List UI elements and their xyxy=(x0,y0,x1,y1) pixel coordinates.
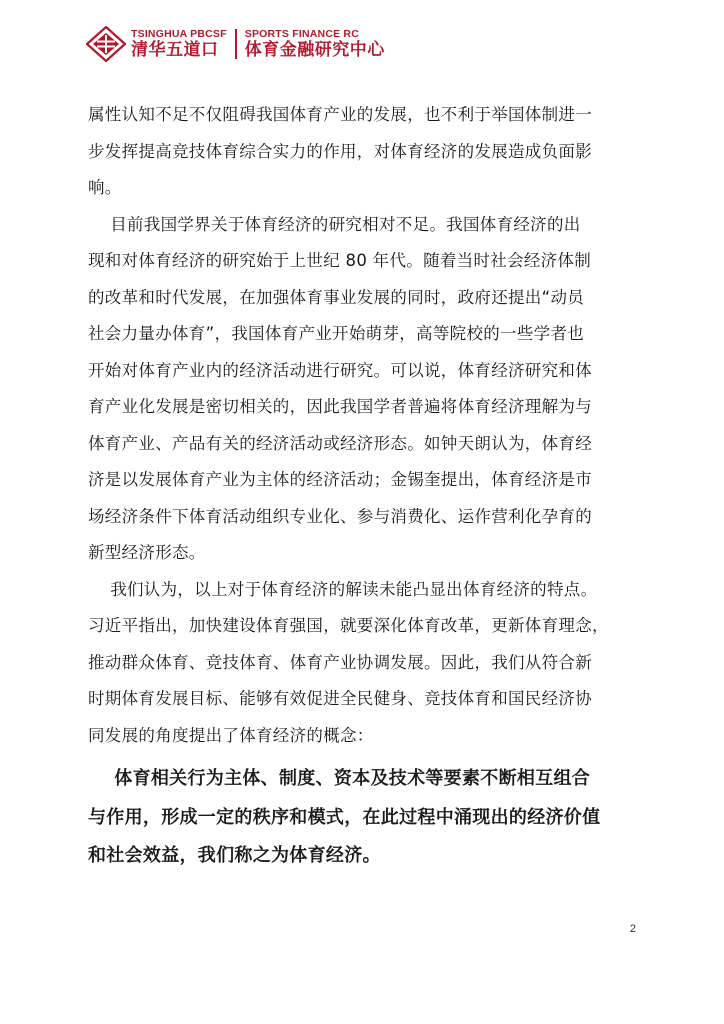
body-paragraph: 属性认知不足不仅阻碍我国体育产业的发展，也不利于举国体制进一 步发挥提高竞技体育综合实力的作用，对体育经济的发展造成负面影 响。 xyxy=(88,105,592,197)
definition-paragraph: 体育相关行为主体、制度、资本及技术等要素不断相互组合 与作用，形成一定的秩序和模式，在此过程中涌现出的经济价值 和社会效益，我们称之为体育经济。 xyxy=(88,768,601,866)
body-paragraph: 我们认为，以上对于体育经济的解读未能凸显出体育经济的特点。 习近平指出，加快建设体育强国，就要深化体育改革，更新体育理念， 推动群众体育、竞技体育、体育产业协调发展。因此，我们从符合新 时期体育发展目标、能够有效促进全民健身、竞技体育和国民经济协 同发展的角度提出了体育经济的概念： xyxy=(88,579,609,745)
body-paragraph: 目前我国学界关于体育经济的研究相对不足。我国体育经济的出 现和对体育经济的研究始于上世纪 80 年代。随着当时社会经济体制 的改革和时代发展，在加强体育事业发展的同时，政府还提出“动员 社会力量办体育”，我国体育产业开始萌芽，高等院校的一些学者也 开始对体育产业内的经济活动进行研究。可以说，体育经济研究和体 育产业化发展是密切相关的，因此我国学者普遍将体育经济理解为与 体育产业、产品有关的经济活动或经济形态。如钟天朗认为，体育经 济是以发展体育产业为主体的经济活动；金锡奎提出，体育经济是市 场经济条件下体育活动组织专业化、参与消费化、运作营利化孕育的 新型经济形态。 xyxy=(88,214,592,562)
page-header xyxy=(86,26,385,62)
document-body xyxy=(88,97,648,876)
org-name-cn-right: 体育金融研究中心 xyxy=(244,40,385,60)
brand-left xyxy=(131,28,227,60)
brand-right xyxy=(245,28,385,60)
org-name-en-left: TSINGHUA PBCSF xyxy=(131,28,227,40)
pbcsf-logo-icon xyxy=(86,26,126,62)
org-name-cn-left: 清华五道口 xyxy=(131,40,219,60)
brand-divider xyxy=(235,29,237,59)
org-name-en-right: SPORTS FINANCE RC xyxy=(244,28,359,40)
page-number: 2 xyxy=(629,923,636,935)
